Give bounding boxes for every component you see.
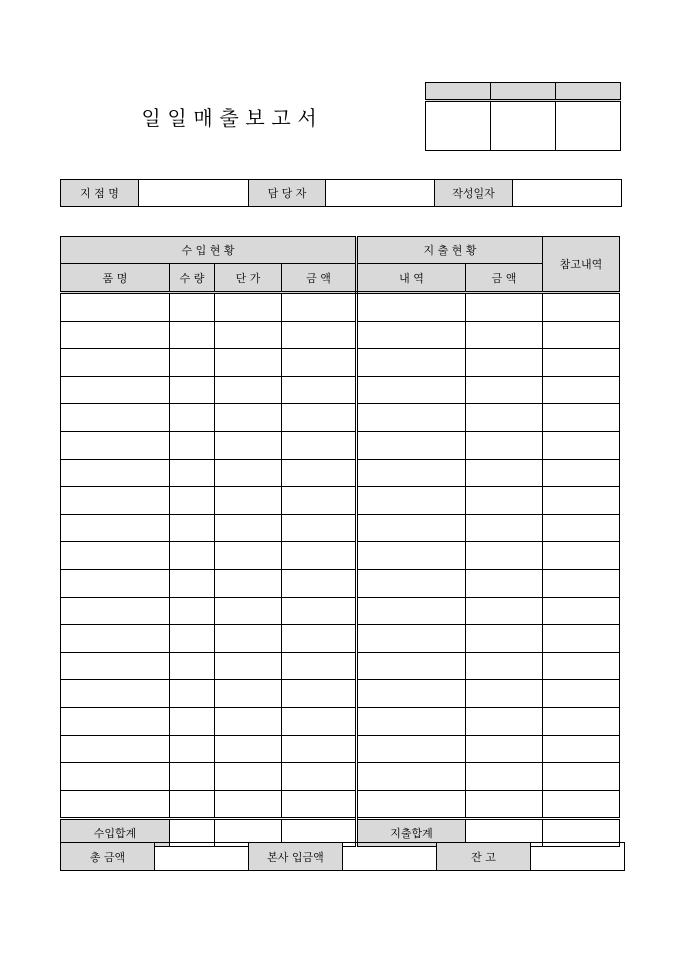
table-cell[interactable] bbox=[215, 349, 282, 377]
table-cell[interactable] bbox=[466, 652, 543, 680]
table-cell[interactable] bbox=[466, 707, 543, 735]
title-char: 서 bbox=[297, 106, 317, 130]
remarks-header: 참고내역 bbox=[543, 237, 620, 293]
col-qty: 수 량 bbox=[170, 264, 215, 293]
table-cell[interactable] bbox=[170, 625, 215, 653]
table-cell[interactable] bbox=[282, 625, 357, 653]
table-row bbox=[61, 376, 620, 404]
table-cell[interactable] bbox=[466, 404, 543, 432]
table-cell[interactable] bbox=[357, 293, 466, 322]
table-cell[interactable] bbox=[357, 487, 466, 515]
table-cell[interactable] bbox=[466, 321, 543, 349]
report-table bbox=[60, 236, 620, 847]
table-cell[interactable] bbox=[170, 542, 215, 570]
table-row bbox=[61, 431, 620, 459]
approval-header-cell bbox=[491, 83, 556, 101]
table-cell[interactable] bbox=[466, 597, 543, 625]
table-cell[interactable] bbox=[543, 514, 620, 542]
table-cell[interactable] bbox=[170, 735, 215, 763]
manager-label: 담 당 자 bbox=[249, 180, 326, 207]
title-char: 고 bbox=[271, 106, 291, 130]
table-cell[interactable] bbox=[215, 459, 282, 487]
table-cell[interactable] bbox=[543, 652, 620, 680]
table-cell[interactable] bbox=[282, 707, 357, 735]
table-cell[interactable] bbox=[543, 487, 620, 515]
manager-field[interactable] bbox=[326, 180, 435, 207]
page-title bbox=[138, 102, 320, 131]
title-char: 일 bbox=[167, 106, 187, 130]
table-cell[interactable] bbox=[543, 542, 620, 570]
table-cell[interactable] bbox=[543, 790, 620, 819]
table-cell[interactable] bbox=[61, 680, 170, 708]
table-cell[interactable] bbox=[170, 321, 215, 349]
table-row bbox=[61, 569, 620, 597]
table-cell[interactable] bbox=[282, 680, 357, 708]
table-row bbox=[61, 680, 620, 708]
table-cell[interactable] bbox=[215, 293, 282, 322]
branch-label: 지 점 명 bbox=[61, 180, 139, 207]
table-cell[interactable] bbox=[543, 597, 620, 625]
table-cell[interactable] bbox=[466, 293, 543, 322]
table-cell[interactable] bbox=[61, 431, 170, 459]
table-cell[interactable] bbox=[170, 707, 215, 735]
table-cell[interactable] bbox=[282, 349, 357, 377]
table-cell[interactable] bbox=[61, 514, 170, 542]
income-header: 수 입 현 황 bbox=[61, 237, 357, 264]
title-char: 매 bbox=[193, 106, 213, 130]
table-row bbox=[61, 404, 620, 432]
table-cell[interactable] bbox=[282, 321, 357, 349]
table-row bbox=[61, 293, 620, 322]
date-field[interactable] bbox=[513, 180, 622, 207]
table-cell[interactable] bbox=[543, 763, 620, 791]
table-cell[interactable] bbox=[61, 707, 170, 735]
table-cell[interactable] bbox=[357, 763, 466, 791]
table-cell[interactable] bbox=[215, 790, 282, 819]
col-income-amount: 금 액 bbox=[282, 264, 357, 293]
table-cell[interactable] bbox=[466, 487, 543, 515]
table-cell[interactable] bbox=[170, 431, 215, 459]
title-char: 출 bbox=[219, 106, 239, 130]
table-cell[interactable] bbox=[61, 487, 170, 515]
table-cell[interactable] bbox=[215, 652, 282, 680]
table-cell[interactable] bbox=[543, 293, 620, 322]
table-cell[interactable] bbox=[282, 790, 357, 819]
table-cell[interactable] bbox=[215, 680, 282, 708]
info-table bbox=[60, 179, 622, 207]
table-cell[interactable] bbox=[61, 652, 170, 680]
table-cell[interactable] bbox=[543, 707, 620, 735]
title-char: 보 bbox=[245, 106, 265, 130]
table-cell[interactable] bbox=[543, 735, 620, 763]
table-cell[interactable] bbox=[466, 542, 543, 570]
table-cell[interactable] bbox=[215, 514, 282, 542]
table-cell[interactable] bbox=[543, 431, 620, 459]
col-desc: 내 역 bbox=[357, 264, 466, 293]
title-char: 일 bbox=[141, 106, 161, 130]
table-cell[interactable] bbox=[215, 625, 282, 653]
table-cell[interactable] bbox=[543, 404, 620, 432]
table-cell[interactable] bbox=[170, 376, 215, 404]
table-cell[interactable] bbox=[215, 597, 282, 625]
table-row bbox=[61, 514, 620, 542]
table-cell[interactable] bbox=[357, 404, 466, 432]
table-cell[interactable] bbox=[61, 404, 170, 432]
table-cell[interactable] bbox=[215, 707, 282, 735]
table-cell[interactable] bbox=[357, 321, 466, 349]
table-cell[interactable] bbox=[357, 680, 466, 708]
balance-label: 잔 고 bbox=[437, 843, 531, 871]
table-cell[interactable] bbox=[170, 487, 215, 515]
table-row bbox=[61, 542, 620, 570]
table-row bbox=[61, 321, 620, 349]
table-cell[interactable] bbox=[61, 735, 170, 763]
table-cell[interactable] bbox=[357, 625, 466, 653]
table-cell[interactable] bbox=[543, 349, 620, 377]
approval-header-cell bbox=[426, 83, 491, 101]
table-cell[interactable] bbox=[170, 404, 215, 432]
table-cell[interactable] bbox=[170, 459, 215, 487]
table-cell[interactable] bbox=[466, 680, 543, 708]
expense-header: 지 출 현 황 bbox=[357, 237, 543, 264]
table-cell[interactable] bbox=[466, 376, 543, 404]
table-cell[interactable] bbox=[170, 293, 215, 322]
table-cell[interactable] bbox=[282, 597, 357, 625]
table-cell[interactable] bbox=[466, 735, 543, 763]
table-cell[interactable] bbox=[215, 735, 282, 763]
table-cell[interactable] bbox=[170, 652, 215, 680]
table-cell[interactable] bbox=[466, 763, 543, 791]
table-cell[interactable] bbox=[466, 431, 543, 459]
table-row bbox=[61, 625, 620, 653]
table-cell[interactable] bbox=[61, 625, 170, 653]
table-row bbox=[61, 597, 620, 625]
table-cell[interactable] bbox=[170, 790, 215, 819]
table-cell[interactable] bbox=[170, 763, 215, 791]
table-cell[interactable] bbox=[170, 514, 215, 542]
table-cell[interactable] bbox=[170, 597, 215, 625]
table-cell[interactable] bbox=[215, 376, 282, 404]
footer-table bbox=[60, 842, 625, 871]
table-cell[interactable] bbox=[170, 680, 215, 708]
table-cell[interactable] bbox=[282, 569, 357, 597]
table-cell[interactable] bbox=[466, 569, 543, 597]
expense-total-label: 지출합계 bbox=[357, 819, 466, 847]
table-cell[interactable] bbox=[170, 349, 215, 377]
table-row bbox=[61, 735, 620, 763]
table-cell[interactable] bbox=[282, 652, 357, 680]
table-cell[interactable] bbox=[543, 376, 620, 404]
table-cell[interactable] bbox=[357, 376, 466, 404]
table-cell[interactable] bbox=[357, 569, 466, 597]
table-cell[interactable] bbox=[357, 735, 466, 763]
approval-box bbox=[425, 82, 621, 151]
approval-header-cell bbox=[556, 83, 621, 101]
total-field[interactable] bbox=[155, 843, 249, 871]
table-cell[interactable] bbox=[61, 763, 170, 791]
table-cell[interactable] bbox=[466, 790, 543, 819]
approval-sign-cell[interactable] bbox=[491, 101, 556, 151]
col-price: 단 가 bbox=[215, 264, 282, 293]
table-cell[interactable] bbox=[61, 459, 170, 487]
table-cell[interactable] bbox=[282, 514, 357, 542]
table-cell[interactable] bbox=[357, 431, 466, 459]
table-cell[interactable] bbox=[282, 431, 357, 459]
table-cell[interactable] bbox=[61, 569, 170, 597]
table-cell[interactable] bbox=[282, 487, 357, 515]
table-cell[interactable] bbox=[466, 514, 543, 542]
table-cell[interactable] bbox=[466, 625, 543, 653]
table-cell[interactable] bbox=[357, 459, 466, 487]
table-cell[interactable] bbox=[357, 790, 466, 819]
table-cell[interactable] bbox=[357, 652, 466, 680]
table-cell[interactable] bbox=[357, 514, 466, 542]
table-cell[interactable] bbox=[357, 349, 466, 377]
date-label: 작성일자 bbox=[435, 180, 513, 207]
income-total-label: 수입합계 bbox=[61, 819, 170, 847]
table-cell[interactable] bbox=[61, 597, 170, 625]
table-cell[interactable] bbox=[282, 735, 357, 763]
balance-field[interactable] bbox=[531, 843, 625, 871]
table-cell[interactable] bbox=[61, 790, 170, 819]
table-cell[interactable] bbox=[543, 569, 620, 597]
hq-deposit-label: 본사 입금액 bbox=[249, 843, 343, 871]
hq-deposit-field[interactable] bbox=[343, 843, 437, 871]
table-cell[interactable] bbox=[543, 625, 620, 653]
table-cell[interactable] bbox=[357, 542, 466, 570]
approval-sign-cell[interactable] bbox=[556, 101, 621, 151]
table-cell[interactable] bbox=[215, 542, 282, 570]
table-cell[interactable] bbox=[357, 597, 466, 625]
table-cell[interactable] bbox=[215, 404, 282, 432]
table-row bbox=[61, 652, 620, 680]
table-cell[interactable] bbox=[215, 569, 282, 597]
table-cell[interactable] bbox=[215, 321, 282, 349]
table-cell[interactable] bbox=[282, 293, 357, 322]
table-cell[interactable] bbox=[61, 349, 170, 377]
table-row bbox=[61, 763, 620, 791]
col-item: 품 명 bbox=[61, 264, 170, 293]
table-cell[interactable] bbox=[357, 707, 466, 735]
table-cell[interactable] bbox=[170, 569, 215, 597]
table-cell[interactable] bbox=[543, 680, 620, 708]
table-row bbox=[61, 790, 620, 819]
table-cell[interactable] bbox=[215, 487, 282, 515]
table-row bbox=[61, 459, 620, 487]
table-cell[interactable] bbox=[466, 459, 543, 487]
table-cell[interactable] bbox=[282, 459, 357, 487]
table-row bbox=[61, 487, 620, 515]
table-cell[interactable] bbox=[282, 542, 357, 570]
table-cell[interactable] bbox=[61, 293, 170, 322]
table-cell[interactable] bbox=[543, 321, 620, 349]
table-row bbox=[61, 707, 620, 735]
approval-sign-cell[interactable] bbox=[426, 101, 491, 151]
branch-field[interactable] bbox=[139, 180, 249, 207]
table-row bbox=[61, 349, 620, 377]
table-cell[interactable] bbox=[282, 376, 357, 404]
total-label: 총 금액 bbox=[61, 843, 155, 871]
table-cell[interactable] bbox=[61, 376, 170, 404]
table-cell[interactable] bbox=[466, 349, 543, 377]
col-expense-amount: 금 액 bbox=[466, 264, 543, 293]
table-cell[interactable] bbox=[61, 542, 170, 570]
table-cell[interactable] bbox=[61, 321, 170, 349]
table-cell[interactable] bbox=[215, 763, 282, 791]
table-cell[interactable] bbox=[543, 459, 620, 487]
table-cell[interactable] bbox=[282, 404, 357, 432]
table-cell[interactable] bbox=[215, 431, 282, 459]
table-cell[interactable] bbox=[282, 763, 357, 791]
